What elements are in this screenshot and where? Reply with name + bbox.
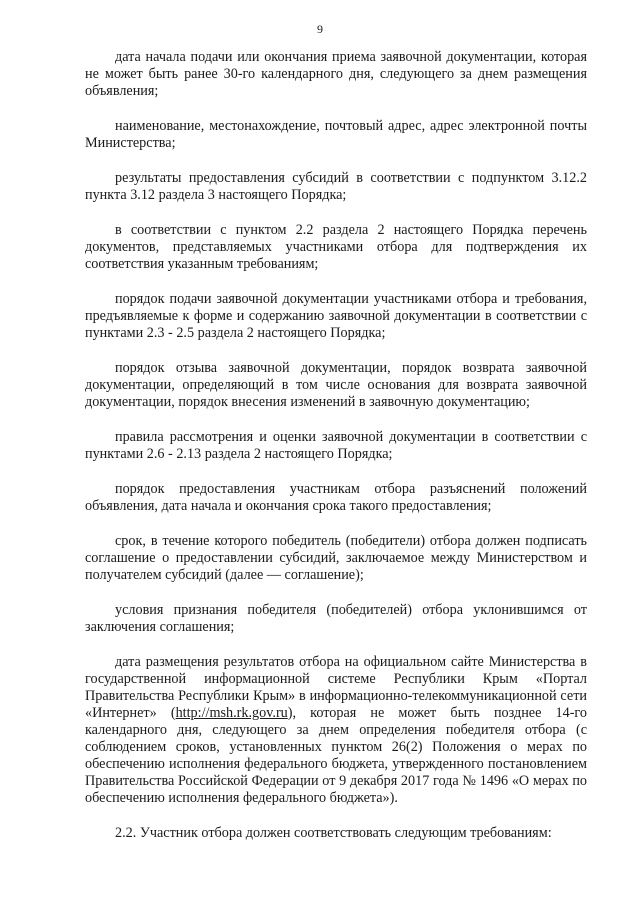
paragraph-agreement-term: срок, в течение которого победитель (победители) отбора должен подписать соглашение о предоставлении субсидий, заключаемое между Министерством и получателем субсидий (далее — соглашение); [85,533,587,583]
paragraph-clarifications: порядок предоставления участникам отбора разъяснений положений объявления, дата начала и окончания срока такого предоставления; [85,481,587,514]
page-number: 9 [317,22,323,36]
ministry-website-link[interactable]: http://msh.rk.gov.ru [175,705,288,721]
paragraph-results-publication [85,654,587,807]
paragraph-ministry-address: наименование, местонахождение, почтовый адрес, адрес электронной почты Министерства; [85,118,587,151]
paragraph-subsidy-results: результаты предоставления субсидий в соответствии с подпунктом 3.12.2 пункта 3.12 раздела 3 настоящего Порядка; [85,170,587,203]
results-publication-text-after: ), которая не может быть позднее 14-го календарного дня, следующего за днем определения победителя отбора (с соблюдением сроков, установленных пунктом 26(2) Положения о мерах по обеспечению исполнения федерального бюджета, утвержденного постановлением Правительства Российской Федерации от 9 декабря 2017 года № 1496 «О мерах по обеспечению исполнения федерального бюджета»). [85,705,587,806]
paragraph-submission-dates: дата начала подачи или окончания приема заявочной документации, которая не может быть ранее 30-го календарного дня, следующего за днем размещения объявления; [85,49,587,99]
paragraph-evasion-conditions: условия признания победителя (победителей) отбора уклонившимся от заключения соглашения; [85,602,587,635]
paragraph-documents-list: в соответствии с пунктом 2.2 раздела 2 настоящего Порядка перечень документов, представляемых участниками отбора для подтверждения их соответствия указанным требованиям; [85,222,587,272]
paragraph-section-2-2: 2.2. Участник отбора должен соответствовать следующим требованиям: [115,825,552,841]
results-publication-text-before: дата размещения результатов отбора на официальном сайте Министерства в государственной информационной системе Республики Крым «Портал Правительства Республики Крым» в информационно-телекоммуникационной сети «Интернет» ( [85,654,587,721]
paragraph-withdrawal-order: порядок отзыва заявочной документации, порядок возврата заявочной документации, определяющий в том числе основания для возврата заявочной документации, порядок внесения изменений в заявочную документацию; [85,360,587,410]
document-body [85,49,587,842]
paragraph-submission-order: порядок подачи заявочной документации участниками отбора и требования, предъявляемые к форме и содержанию заявочной документации в соответствии с пунктами 2.3 - 2.5 раздела 2 настоящего Порядка; [85,291,587,341]
paragraph-evaluation-rules: правила рассмотрения и оценки заявочной документации в соответствии с пунктами 2.6 - 2.13 раздела 2 настоящего Порядка; [85,429,587,462]
